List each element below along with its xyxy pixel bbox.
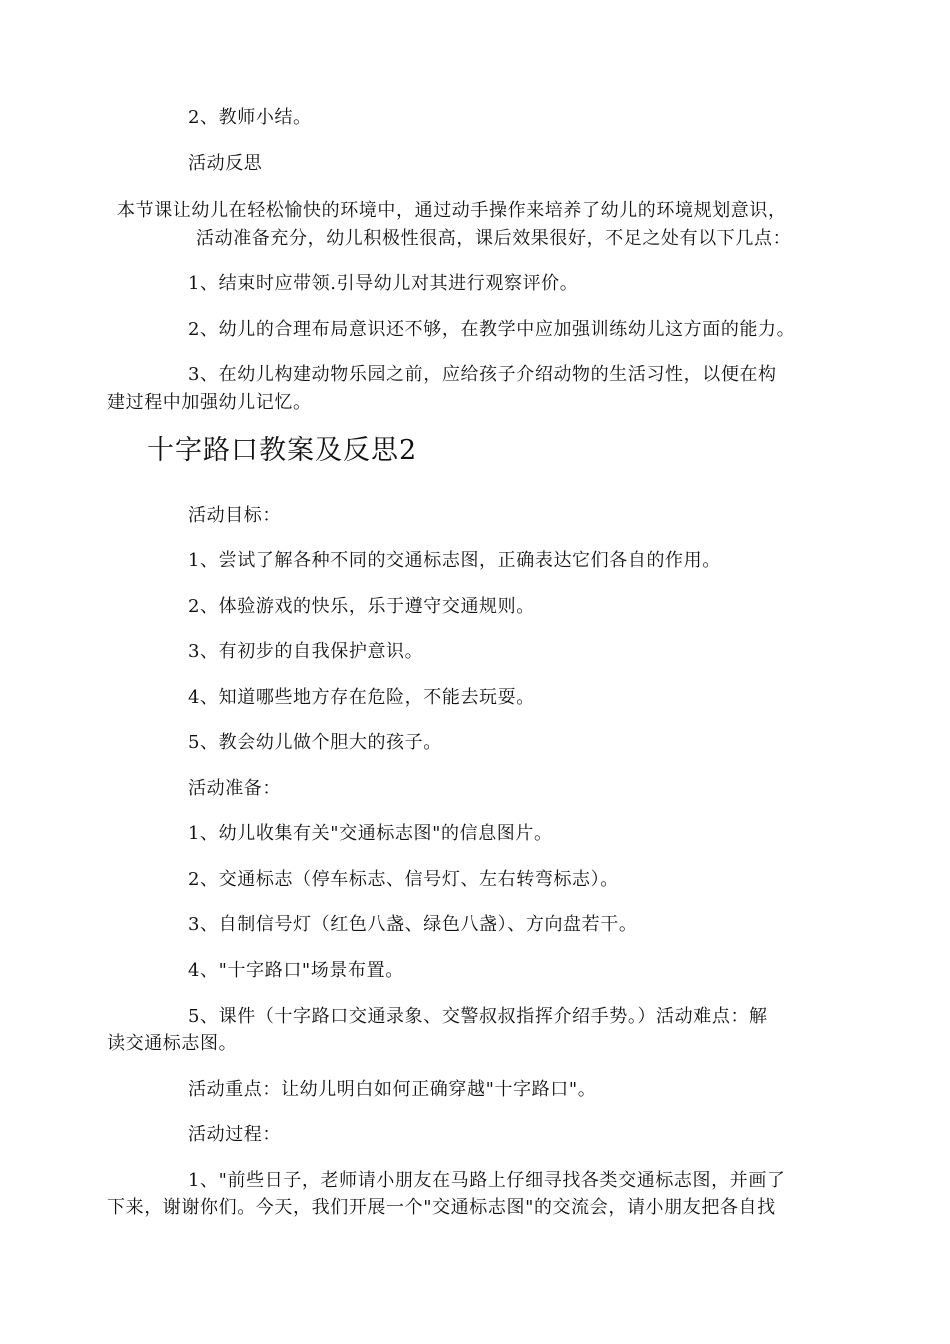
goal-item-3: 3、有初步的自我保护意识。 [188,641,424,662]
paragraph-reflection-line1: 本节课让幼儿在轻松愉快的环境中，通过动手操作来培养了幼儿的环境规划意识， [117,200,787,221]
prep-item-2: 2、交通标志（停车标志、信号灯、左右转弯标志）。 [188,869,619,890]
prep-item-3: 3、自制信号灯（红色八盏、绿色八盏）、方向盘若干。 [188,914,638,935]
process-step-1-line1: 1、"前些日子，老师请小朋友在马路上仔细寻找各类交通标志图，并画了 [188,1170,786,1191]
goal-item-2: 2、体验游戏的快乐，乐于遵守交通规则。 [188,596,535,617]
heading-activity-prep: 活动准备： [188,778,281,799]
prep-item-1: 1、幼儿收集有关"交通标志图"的信息图片。 [188,823,553,844]
prep-item-5-line2: 读交通标志图。 [107,1033,238,1054]
process-step-1-line2: 下来，谢谢你们。今天，我们开展一个"交通标志图"的交流会，请小朋友把各自找 [107,1197,776,1218]
reflection-point-3-line2: 建过程中加强幼儿记忆。 [107,392,312,413]
section-title: 十字路口教案及反思2 [147,435,418,466]
goal-item-5: 5、教会幼儿做个胆大的孩子。 [188,732,442,753]
heading-activity-process: 活动过程： [188,1124,281,1145]
paragraph-key-point: 活动重点：让幼儿明白如何正确穿越"十字路口"。 [188,1079,597,1100]
heading-activity-goals: 活动目标： [188,505,281,526]
reflection-point-3-line1: 3、在幼儿构建动物乐园之前，应给孩子介绍动物的生活习性，以便在构 [188,364,777,385]
paragraph-teacher-summary: 2、教师小结。 [188,107,312,128]
goal-item-4: 4、知道哪些地方存在危险，不能去玩耍。 [188,687,535,708]
paragraph-reflection-line2: 活动准备充分，幼儿积极性很高，课后效果很好，不足之处有以下几点： [196,228,792,249]
prep-item-4: 4、"十字路口"场景布置。 [188,960,404,981]
reflection-point-2: 2、幼儿的合理布局意识还不够，在教学中应加强训练幼儿这方面的能力。 [188,319,796,340]
goal-item-1: 1、尝试了解各种不同的交通标志图，正确表达它们各自的作用。 [188,550,721,571]
prep-item-5-line1: 5、课件（十字路口交通录象、交警叔叔指挥介绍手势。）活动难点：解 [188,1006,768,1027]
reflection-point-1: 1、结束时应带领.引导幼儿对其进行观察评价。 [188,273,579,294]
heading-activity-reflection: 活动反思 [188,153,263,174]
